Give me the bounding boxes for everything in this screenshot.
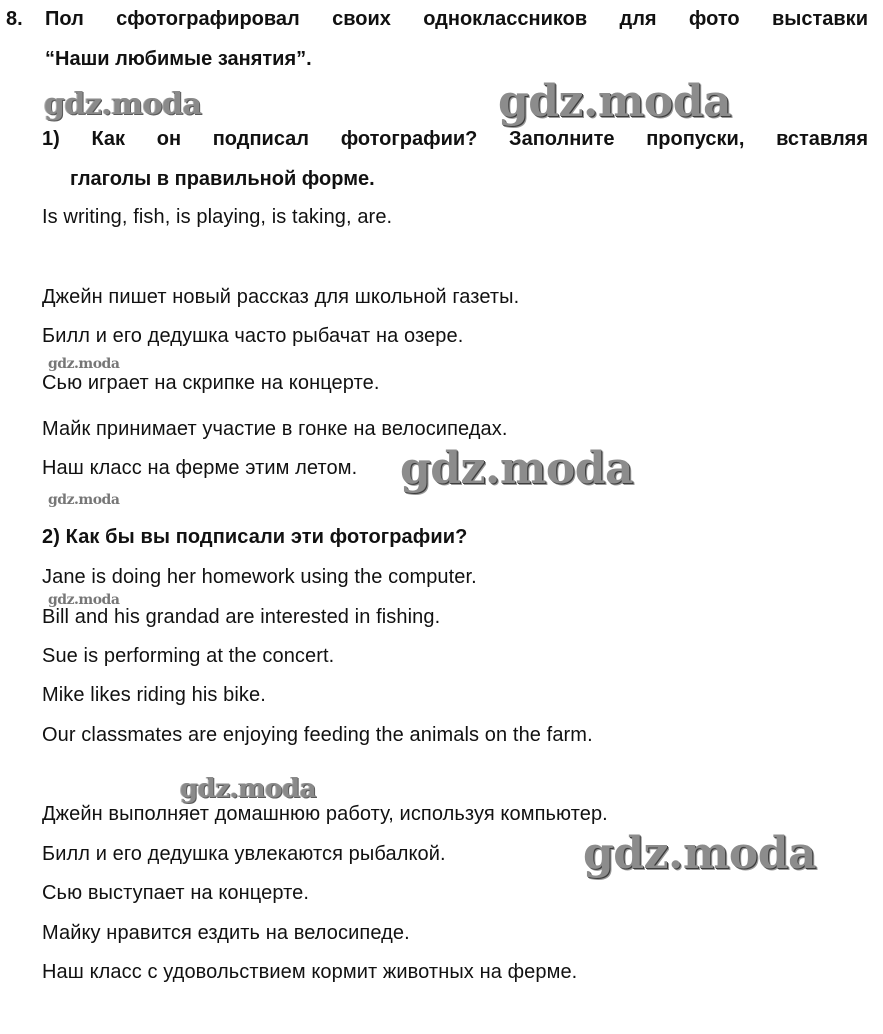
watermark: gdz.moda bbox=[48, 492, 120, 508]
part2-caption-1: Jane is doing her homework using the computer. bbox=[42, 566, 477, 588]
task-number: 8. bbox=[6, 8, 23, 30]
part2-translation-3: Сью выступает на концерте. bbox=[42, 882, 310, 904]
part2-translation-4: Майку нравится ездить на велосипеде. bbox=[42, 922, 410, 944]
watermark: gdz.moda bbox=[48, 592, 120, 608]
part1-translation-1: Джейн пишет новый рассказ для школьной газеты. bbox=[42, 286, 520, 308]
part1-question-line-1: 1) Как он подписал фотографии? Заполните пропуски, вставляя bbox=[42, 128, 868, 150]
task-title-line-1: Пол сфотографировал своих одноклассников для фото выставки bbox=[45, 8, 868, 30]
watermark: gdz.moda bbox=[44, 87, 202, 122]
part1-translation-2: Билл и его дедушка часто рыбачат на озере. bbox=[42, 325, 464, 347]
watermark: gdz.moda bbox=[498, 76, 732, 127]
part2-question: 2) Как бы вы подписали эти фотографии? bbox=[42, 526, 468, 548]
watermark: gdz.moda bbox=[400, 443, 634, 494]
part2-translation-2: Билл и его дедушка увлекаются рыбалкой. bbox=[42, 843, 446, 865]
watermark: gdz.moda bbox=[48, 356, 120, 372]
task-title-line-2: “Наши любимые занятия”. bbox=[45, 48, 312, 70]
part2-caption-5: Our classmates are enjoying feeding the animals on the farm. bbox=[42, 724, 593, 746]
part2-caption-2: Bill and his grandad are interested in fishing. bbox=[42, 606, 441, 628]
part2-translation-5: Наш класс с удовольствием кормит животных на ферме. bbox=[42, 961, 578, 983]
part1-translation-3: Сью играет на скрипке на концерте. bbox=[42, 372, 380, 394]
part1-answer: Is writing, fish, is playing, is taking, are. bbox=[42, 206, 393, 228]
part2-caption-3: Sue is performing at the concert. bbox=[42, 645, 335, 667]
part1-translation-4: Майк принимает участие в гонке на велосипедах. bbox=[42, 418, 508, 440]
part2-caption-4: Mike likes riding his bike. bbox=[42, 684, 266, 706]
part1-question-line-2: глаголы в правильной форме. bbox=[70, 168, 375, 190]
part2-translation-1: Джейн выполняет домашнюю работу, используя компьютер. bbox=[42, 803, 608, 825]
part1-translation-5: Наш класс на ферме этим летом. bbox=[42, 457, 358, 479]
watermark: gdz.moda bbox=[180, 774, 317, 804]
watermark: gdz.moda bbox=[583, 828, 817, 879]
